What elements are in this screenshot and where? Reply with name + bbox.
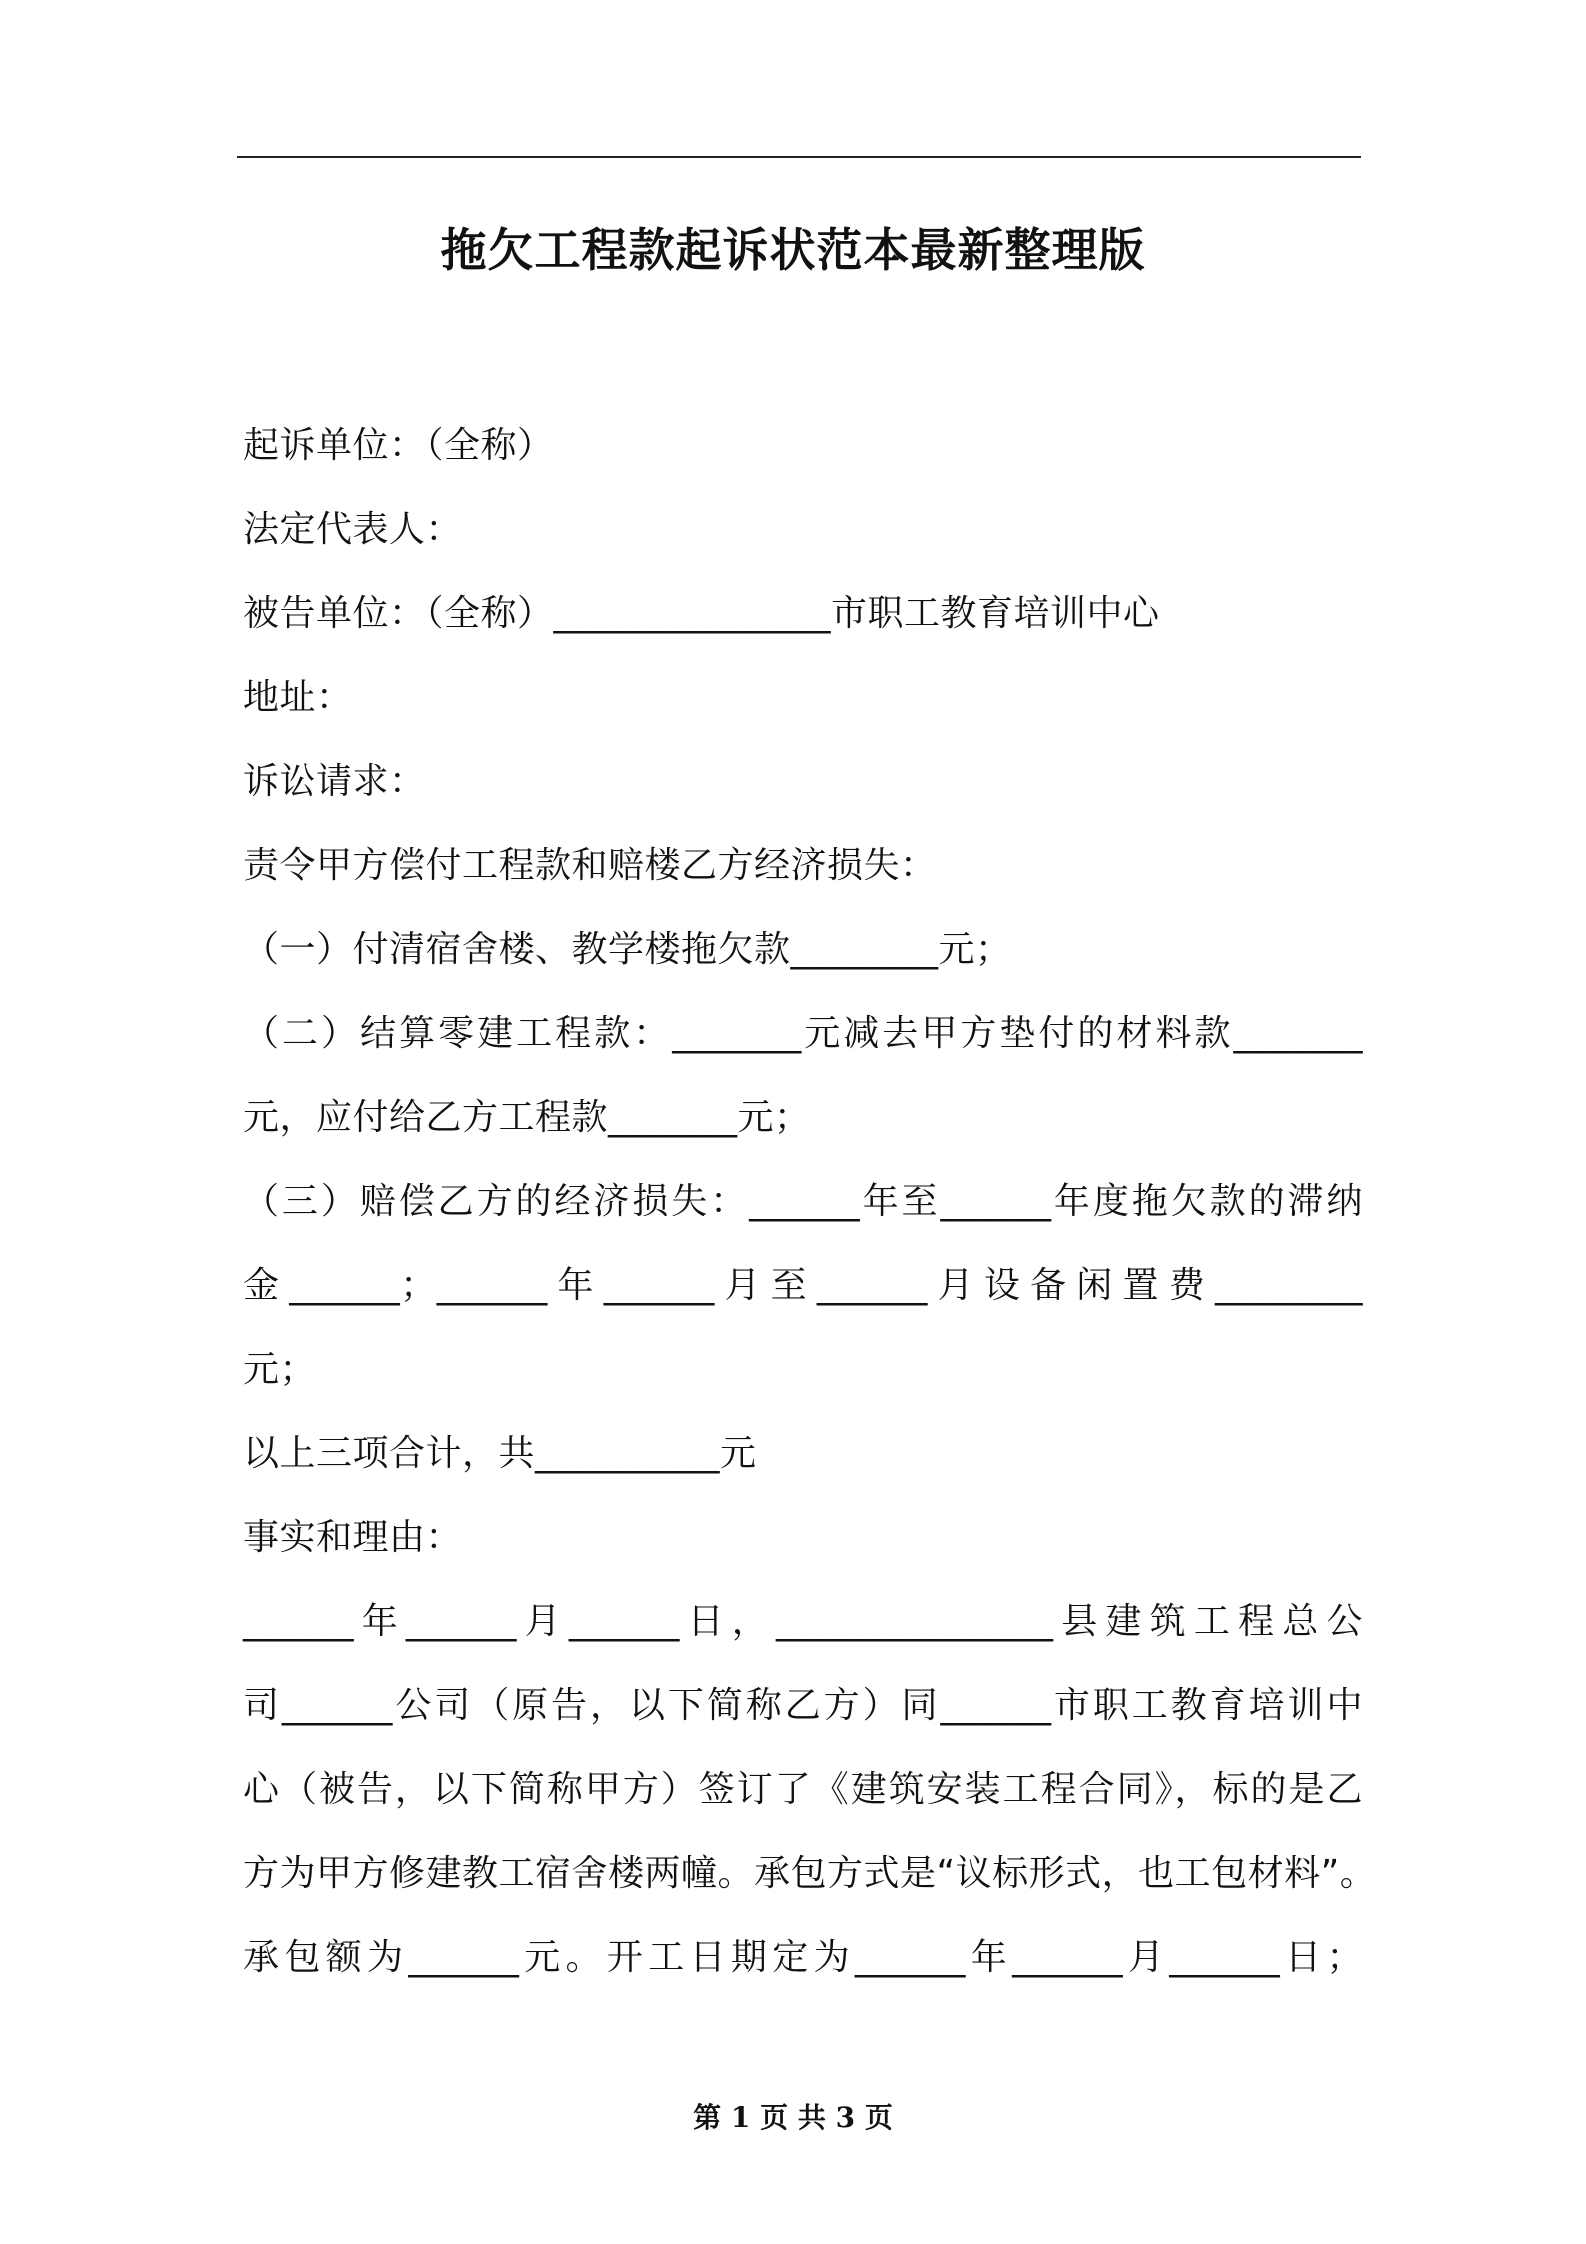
facts-paragraph-line: 方为甲方修建教工宿舍楼两幢。承包方式是“议标形式，也工包材料”。: [243, 1853, 1377, 1894]
facts-paragraph-line: 司______公司（原告，以下简称乙方）同______市职工教育培训中: [243, 1685, 1363, 1726]
claims-total: 以上三项合计，共__________元: [243, 1433, 757, 1474]
defendant-line: 被告单位：（全称）_______________市职工教育培训中心: [243, 593, 1160, 634]
claim-item-2-cont: 元，应付给乙方工程款_______元；: [243, 1097, 811, 1138]
plaintiff-line: 起诉单位：（全称）: [243, 425, 554, 466]
claims-intro: 责令甲方偿付工程款和赔楼乙方经济损失：: [243, 845, 937, 886]
claim-item-2: （二）结算零建工程款：_______元减去甲方垫付的材料款_______: [243, 1013, 1363, 1054]
claim-item-3-cont: 金______；______年______月至______月设备闲置费________: [243, 1265, 1363, 1306]
document-body: [243, 404, 1377, 2000]
facts-paragraph-line: ______年______月______日，_______________县建筑工程总公: [243, 1601, 1363, 1642]
facts-paragraph-line: 承包额为______元。开工日期定为______年______月______日；: [243, 1937, 1363, 1978]
claims-heading: 诉讼请求：: [243, 761, 426, 802]
claim-item-3: （三）赔偿乙方的经济损失：______年至______年度拖欠款的滞纳: [243, 1181, 1363, 1222]
page-number: 第 1 页 共 3 页: [693, 2101, 893, 2134]
legal-representative-line: 法定代表人：: [243, 509, 463, 550]
address-line: 地址：: [243, 677, 353, 718]
facts-heading: 事实和理由：: [243, 1517, 463, 1558]
header-rule: [237, 156, 1361, 158]
claim-item-3-end: 元；: [243, 1349, 317, 1390]
document-title: 拖欠工程款起诉状范本最新整理版: [440, 223, 1146, 277]
claim-item-1: （一）付清宿舍楼、教学楼拖欠款________元；: [243, 929, 1012, 970]
facts-paragraph-line: 心（被告，以下简称甲方）签订了《建筑安装工程合同》，标的是乙: [243, 1769, 1363, 1810]
